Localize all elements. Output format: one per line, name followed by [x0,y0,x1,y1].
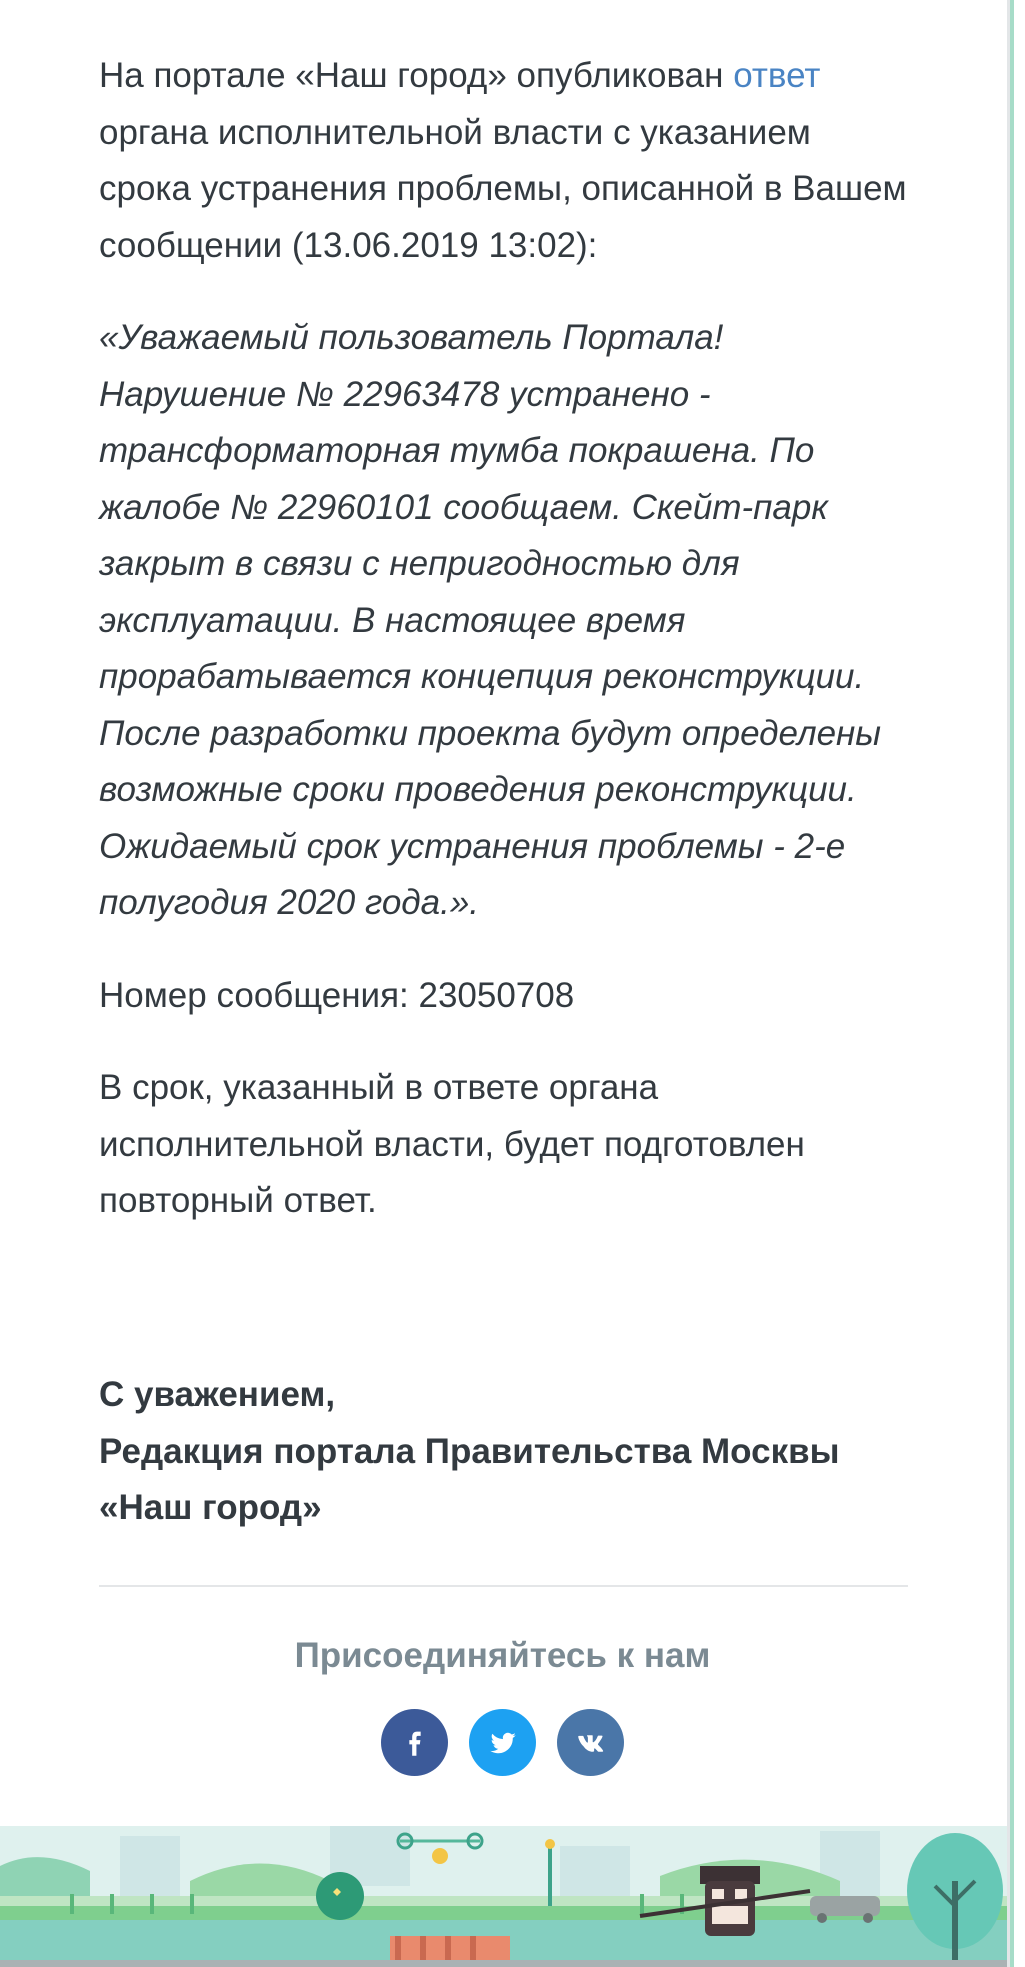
vk-button[interactable] [557,1709,624,1776]
followup-paragraph: В срок, указанный в ответе органа исполнительной власти, будет подготовлен повторный ответ. [99,1068,805,1220]
message-number: Номер сообщения: 23050708 [99,975,575,1015]
official-response-quote: «Уважаемый пользователь Портала! Нарушение № 22963478 устранено - трансформаторная тумба покрашена. По жалобе № 22960101 сообщаем. Скейт-парк закрыт в связи с непригодностью для эксплуатации. В настоящее время прорабатывается концепция реконструкции. После разработки проекта будут определены возможные сроки проведения реконструкции. Ожидаемый срок устранения проблемы - 2-е полугодия 2020 года.». [99,318,882,922]
signature-org: Редакция портала Правительства Москвы [99,1431,840,1471]
footer-city-illustration [0,1826,1007,1967]
twitter-icon [486,1726,520,1760]
twitter-button[interactable] [469,1709,536,1776]
facebook-icon [398,1726,432,1760]
response-link[interactable]: ответ [733,56,821,95]
join-us-title: Присоединяйтесь к нам [294,1636,711,1675]
intro-paragraph [99,48,909,274]
accent-rule [1010,0,1014,1967]
vk-icon [574,1726,608,1760]
signature-greeting: С уважением, [99,1375,336,1414]
signature-portal: «Наш город» [99,1488,322,1527]
facebook-button[interactable] [381,1709,448,1776]
intro-text-cont: органа исполнительной власти с указанием срока устранения проблемы, описанной в Вашем сообщении (13.06.2019 13:02): [99,112,907,265]
signature-block [99,1367,919,1537]
divider [99,1585,908,1587]
intro-text: На портале «Наш город» опубликован [99,56,734,95]
city-illustration [0,1826,1007,1967]
message-body [99,48,909,1266]
